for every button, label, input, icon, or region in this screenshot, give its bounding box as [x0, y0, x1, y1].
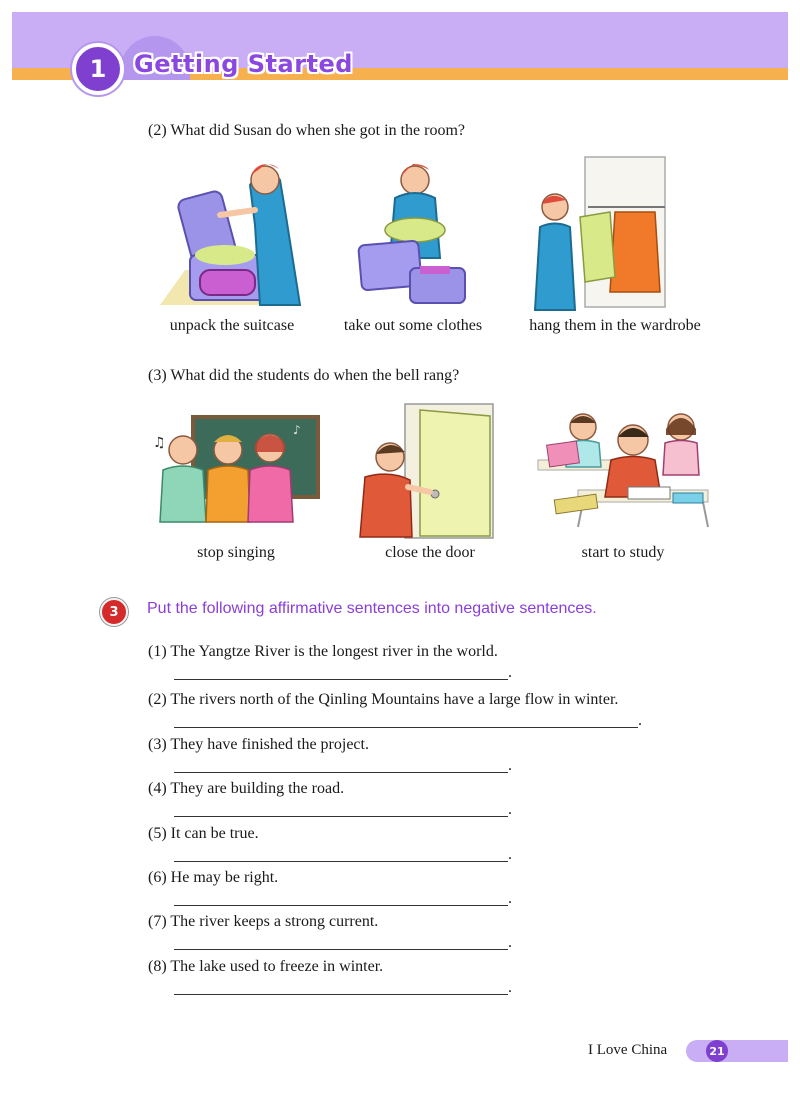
sentence-3: (3) They have finished the project. [148, 736, 369, 753]
answer-period-7: . [508, 934, 512, 951]
caption-unpack-suitcase: unpack the suitcase [169, 317, 295, 334]
caption-take-out-clothes: take out some clothes [343, 317, 483, 334]
svg-text:♪: ♪ [293, 423, 301, 437]
caption-start-study: start to study [581, 544, 665, 561]
answer-line-7[interactable] [174, 935, 508, 950]
illustration-unpack-suitcase [155, 155, 305, 310]
answer-line-3[interactable] [174, 758, 508, 773]
answer-period-2: . [638, 712, 642, 729]
sentence-8: (8) The lake used to freeze in winter. [148, 958, 384, 975]
answer-period-4: . [508, 801, 512, 818]
sentence-4: (4) They are building the road. [148, 780, 345, 797]
answer-line-6[interactable] [174, 891, 508, 906]
answer-line-1[interactable] [174, 665, 508, 680]
illustration-close-door [350, 402, 495, 540]
sentence-6: (6) He may be right. [148, 869, 279, 886]
exercise-number-badge: 3 [100, 598, 128, 626]
question-3: (3) What did the students do when the bell rang? [148, 367, 460, 384]
unit-number-badge: 1 [72, 43, 124, 95]
page-number-badge: 21 [706, 1040, 728, 1062]
exercise-instruction: Put the following affirmative sentences into negative sentences. [147, 600, 597, 617]
answer-period-6: . [508, 890, 512, 907]
answer-line-2[interactable] [174, 713, 638, 728]
caption-hang-wardrobe: hang them in the wardrobe [529, 317, 701, 334]
illustration-start-study [533, 405, 713, 530]
svg-text:♫: ♫ [153, 435, 166, 451]
illustration-take-out-clothes [355, 158, 475, 310]
sentence-2: (2) The rivers north of the Qinling Mountains have a large flow in winter. [148, 691, 619, 708]
footer-book-title: I Love China [588, 1042, 668, 1058]
answer-line-4[interactable] [174, 802, 508, 817]
caption-stop-singing: stop singing [197, 544, 275, 561]
sentence-1: (1) The Yangtze River is the longest river in the world. [148, 643, 498, 660]
answer-period-1: . [508, 664, 512, 681]
caption-close-door: close the door [385, 544, 475, 561]
page-title: Getting Started [134, 50, 353, 78]
answer-period-8: . [508, 979, 512, 996]
question-2: (2) What did Susan do when she got in the room? [148, 122, 465, 139]
answer-period-5: . [508, 846, 512, 863]
illustration-stop-singing [148, 412, 323, 527]
answer-period-3: . [508, 757, 512, 774]
illustration-hang-wardrobe [530, 152, 670, 312]
sentence-7: (7) The river keeps a strong current. [148, 913, 379, 930]
answer-line-5[interactable] [174, 847, 508, 862]
footer-band [686, 1040, 788, 1062]
sentence-5: (5) It can be true. [148, 825, 259, 842]
answer-line-8[interactable] [174, 980, 508, 995]
